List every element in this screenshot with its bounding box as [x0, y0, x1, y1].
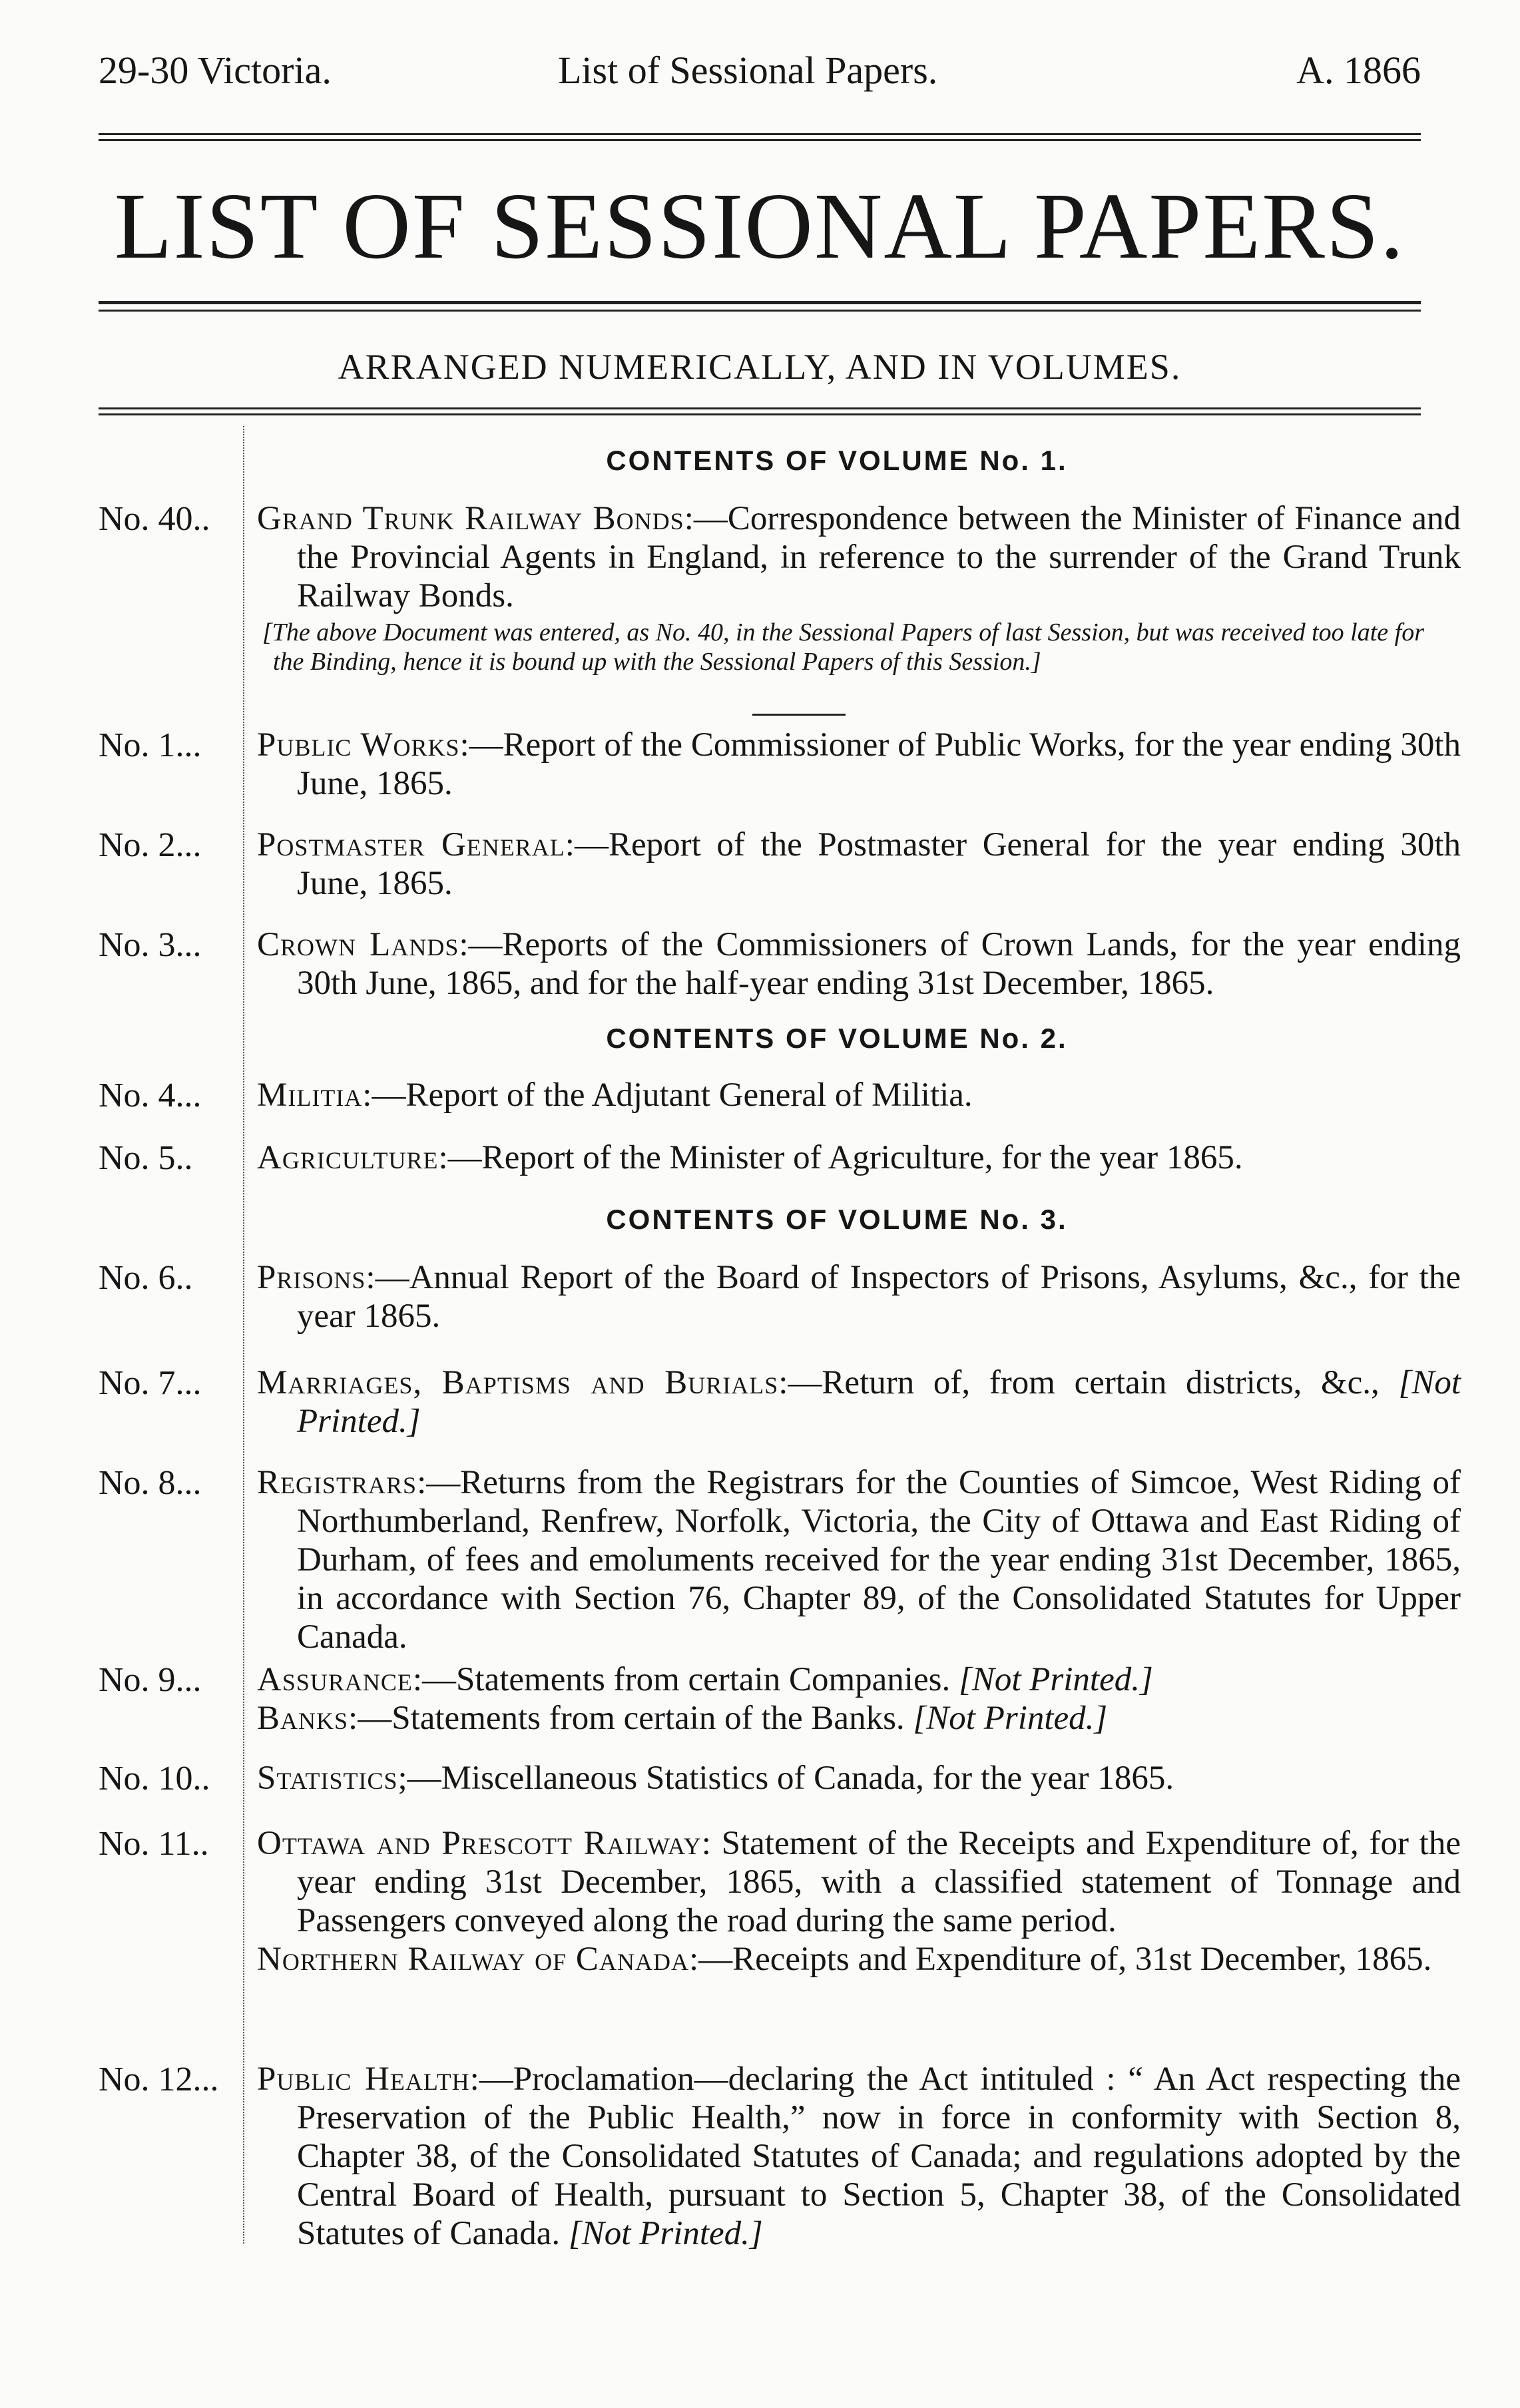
entry-text [257, 1138, 1461, 1177]
entry-text [257, 1759, 1461, 1798]
entry-description: ;—Miscellaneous Statistics of Canada, for the year 1865. [397, 1760, 1174, 1797]
page-title: LIST OF SESSIONAL PAPERS. [114, 173, 1405, 278]
entry-number: No. 8... [99, 1464, 202, 1502]
not-printed-flag: [Not Printed.] [568, 2215, 763, 2252]
entry-number: No. 40.. [99, 500, 210, 538]
header-regnal-year: 29-30 Victoria. [99, 49, 332, 92]
entry-description: :—Proclamation—declaring the Act intituled : “ An Act respecting the Preservation of the Public Health,” now in force in conformity with Section 8, Chapter 38, of the Consolidated Statutes of Canada; and regulations adopted by the Central Board of Health, pursuant to Section 5, Chapter 38, of the Consolidated Statutes of Canada. [297, 2060, 1461, 2252]
entry-text [257, 1463, 1461, 1656]
entry-text [257, 925, 1461, 1003]
entry-number: No. 9... [99, 1661, 202, 1699]
not-printed-flag: [Not Printed.] [297, 1364, 1461, 1440]
entry-number: No. 7... [99, 1364, 202, 1402]
entry-text [257, 1660, 1461, 1738]
entry-text [257, 2060, 1461, 2253]
entry-topic: Ottawa and Prescott Railway [257, 1825, 702, 1862]
entry-text [257, 826, 1461, 903]
entry-topic: Assurance [257, 1661, 413, 1698]
entry-topic: Banks [257, 1700, 349, 1737]
entry-description: :—Report of the Minister of Agriculture, for the year 1865. [438, 1139, 1243, 1176]
not-printed-flag: [Not Printed.] [913, 1700, 1108, 1737]
entry-topic: Agriculture [257, 1139, 439, 1176]
entry-topic: Public Health [257, 2060, 470, 2098]
title-rule [99, 301, 1421, 312]
entry-line [257, 1940, 1461, 1979]
page-subtitle: ARRANGED NUMERICALLY, AND IN VOLUMES. [338, 347, 1182, 387]
running-head [99, 48, 1421, 108]
entry-line [257, 1824, 1461, 1940]
entry-description: :—Statements from certain Companies. [412, 1661, 951, 1698]
entry-description: :—Report of the Postmaster General for the year ending 30th June, 1865. [297, 826, 1461, 902]
entry-line [257, 1660, 1461, 1699]
note-rule [752, 714, 846, 716]
not-printed-flag: [Not Printed.] [958, 1661, 1153, 1698]
entry-topic: Militia [257, 1077, 363, 1114]
entry-description: : Statement of the Receipts and Expenditure of, for the year ending 31st December, 1865, with a classified statement of Tonnage and Passengers conveyed along the road during the same period. [297, 1825, 1461, 1939]
entry-line [257, 1699, 1461, 1738]
entry-number: No. 1... [99, 726, 202, 764]
entry-topic: Northern Railway of Canada [257, 1941, 689, 1978]
entry-number: No. 11.. [99, 1825, 209, 1863]
entry-description: :—Correspondence between the Minister of Finance and the Provincial Agents in England, in reference to the surrender of the Grand Trunk Railway Bonds. [297, 500, 1461, 614]
entry-topic: Prisons [257, 1259, 366, 1296]
entry-description: :—Annual Report of the Board of Inspectors of Prisons, Asylums, &c., for the year 1865. [297, 1259, 1461, 1335]
entry-topic: Grand Trunk Railway Bonds [257, 500, 684, 537]
entry-description: :—Report of the Commissioner of Public Works, for the year ending 30th June, 1865. [297, 726, 1461, 802]
volume-heading: CONTENTS OF VOLUME No. 2. [606, 1023, 1068, 1054]
entry-topic: Crown Lands [257, 926, 459, 963]
column-divider [243, 426, 244, 2244]
entry-text [257, 1824, 1461, 1979]
entry-description: :—Receipts and Expenditure of, 31st December, 1865. [688, 1941, 1432, 1978]
entry-text [257, 499, 1461, 615]
entry-text [257, 1258, 1461, 1335]
header-rule [99, 133, 1421, 141]
entry-topic: Registrars [257, 1464, 417, 1501]
entry-topic: Marriages, Baptisms and Burials [257, 1364, 779, 1401]
header-sessional-year: A. 1866 [1296, 49, 1421, 92]
volume-heading: CONTENTS OF VOLUME No. 3. [606, 1204, 1068, 1235]
subtitle-rule [99, 407, 1421, 415]
entry-number: No. 12... [99, 2060, 219, 2098]
entry-number: No. 5.. [99, 1139, 193, 1177]
entry-topic: Public Works [257, 726, 460, 764]
entry-number: No. 10.. [99, 1760, 210, 1798]
entry-number: No. 3... [99, 926, 202, 964]
entry-text [257, 1076, 1461, 1114]
entry-text [257, 726, 1461, 803]
entry-description: :—Reports of the Commissioners of Crown Lands, for the year ending 30th June, 1865, and for the half-year ending 31st December, 1865. [297, 926, 1461, 1002]
entry-number: No. 4... [99, 1077, 202, 1114]
entry-description: :—Returns from the Registrars for the Counties of Simcoe, West Riding of Northumberland, Renfrew, Norfolk, Victoria, the City of Ottawa and East Riding of Durham, of fees and emoluments received for the year ending 31st December, 1865, in accordance with Section 76, Chapter 89, of the Consolidated Statutes for Upper Canada. [297, 1464, 1461, 1656]
entry-number: No. 6.. [99, 1259, 193, 1297]
entry-topic: Postmaster General [257, 826, 565, 863]
entry-description: :—Return of, from certain districts, &c., [778, 1364, 1380, 1401]
entry-text [257, 1363, 1461, 1441]
binding-note: [The above Document was entered, as No. 40, in the Sessional Papers of last Session, but was received too late for the Binding, hence it is bound up with the Sessional Papers of this Session.] [262, 618, 1424, 676]
header-title: List of Sessional Papers. [558, 49, 938, 92]
entry-number: No. 2... [99, 826, 202, 864]
entry-description: :—Statements from certain of the Banks. [348, 1700, 905, 1737]
entry-topic: Statistics [257, 1760, 398, 1797]
entry-description: :—Report of the Adjutant General of Militia. [362, 1077, 973, 1114]
volume-heading: CONTENTS OF VOLUME No. 1. [606, 445, 1068, 476]
